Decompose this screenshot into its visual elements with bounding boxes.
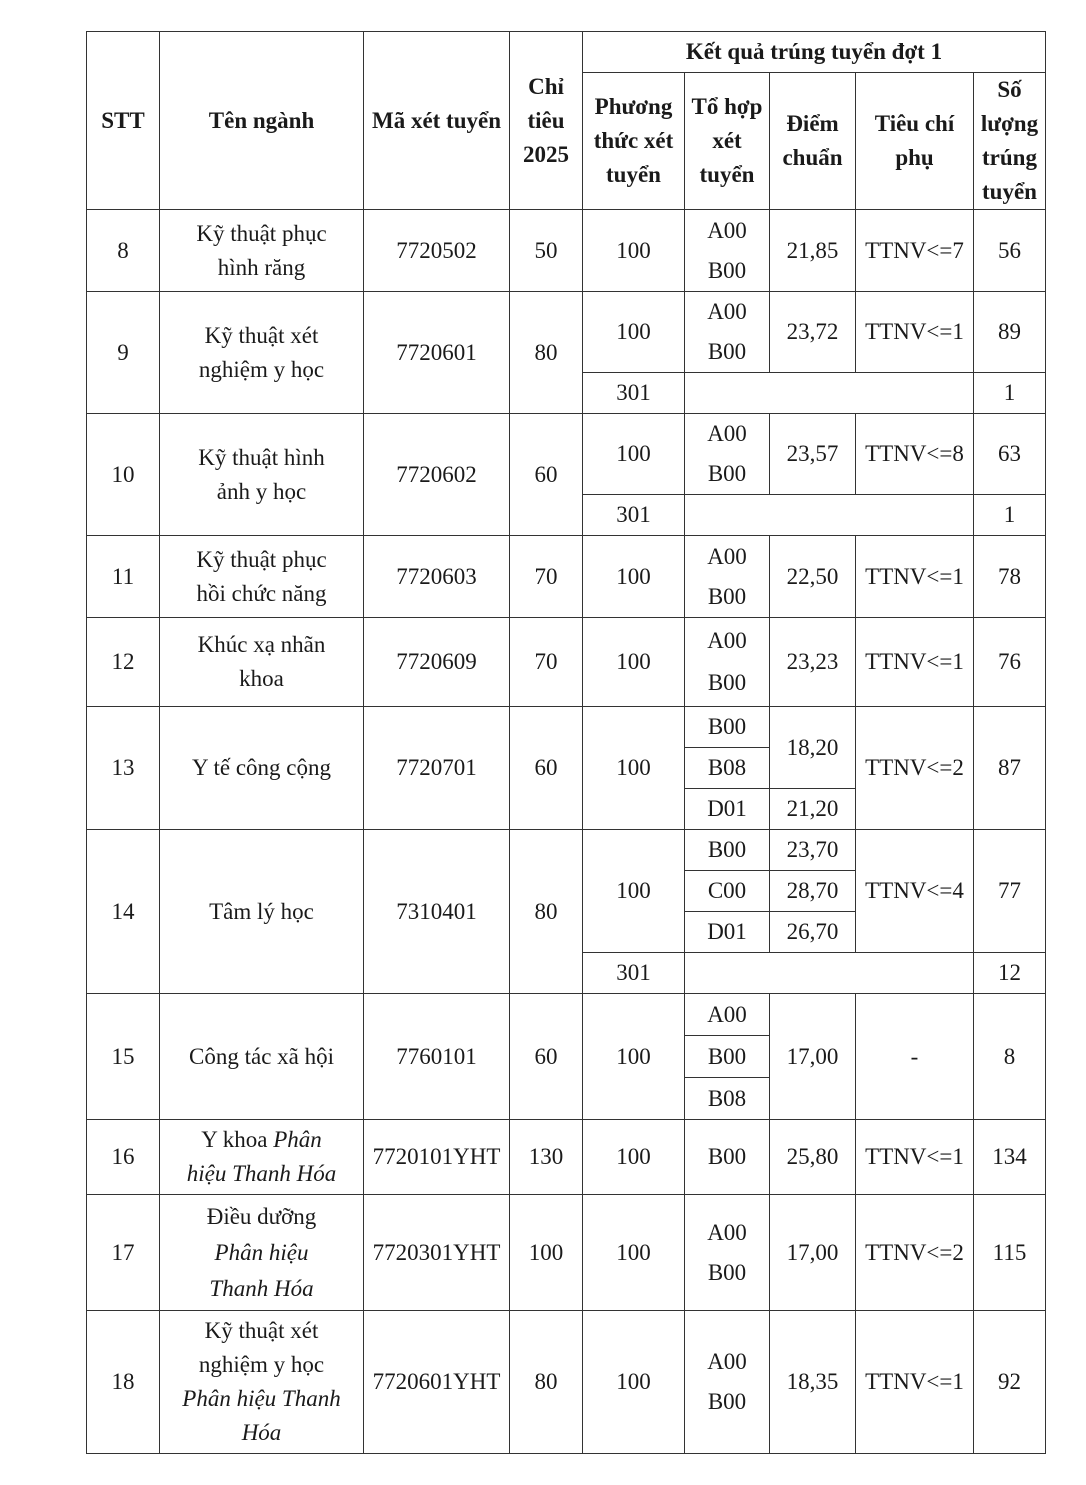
cell-nganh: Điều dưỡng Phân hiệu Thanh Hóa	[160, 1195, 364, 1311]
cell-diem: 18,35	[770, 1311, 856, 1454]
header-diem: Điểm chuẩn	[770, 73, 856, 210]
table-row	[87, 292, 1046, 373]
cell-stt: 16	[87, 1120, 160, 1195]
cell-diem: 23,57	[770, 414, 856, 495]
table-row	[87, 1195, 1046, 1311]
cell-tohop: B00	[685, 1120, 770, 1195]
cell-tohop: B00	[685, 707, 770, 748]
cell-tieuchi: TTNV<=1	[856, 618, 974, 707]
cell-tohop: D01	[685, 789, 770, 830]
table-row	[87, 1311, 1046, 1454]
cell-tohop: B08	[685, 1078, 770, 1120]
cell-diem: 28,70	[770, 871, 856, 912]
cell-tohop: A00 B00	[685, 414, 770, 495]
cell-tieuchi: -	[856, 994, 974, 1120]
header-row	[87, 32, 1046, 73]
cell-soluong: 56	[974, 210, 1046, 292]
cell-phuongthuc: 100	[583, 830, 685, 953]
cell-phuongthuc: 301	[583, 495, 685, 536]
table-row	[87, 707, 1046, 748]
cell-empty	[685, 373, 974, 414]
cell-tohop: A00 B00	[685, 536, 770, 618]
cell-stt: 18	[87, 1311, 160, 1454]
cell-soluong: 134	[974, 1120, 1046, 1195]
cell-chitieu: 80	[510, 830, 583, 994]
table-row	[87, 536, 1046, 618]
cell-soluong: 63	[974, 414, 1046, 495]
cell-tohop: A00 B00	[685, 210, 770, 292]
cell-soluong: 12	[974, 953, 1046, 994]
header-tieuchi: Tiêu chí phụ	[856, 73, 974, 210]
cell-soluong: 115	[974, 1195, 1046, 1311]
cell-ma: 7720502	[364, 210, 510, 292]
cell-soluong: 87	[974, 707, 1046, 830]
cell-diem: 23,72	[770, 292, 856, 373]
cell-tieuchi: TTNV<=8	[856, 414, 974, 495]
cell-ma: 7720701	[364, 707, 510, 830]
table-row	[87, 830, 1046, 871]
cell-tohop: B08	[685, 748, 770, 789]
cell-empty	[685, 953, 974, 994]
cell-chitieu: 70	[510, 536, 583, 618]
cell-soluong: 77	[974, 830, 1046, 953]
cell-nganh: Y khoa Phân hiệu Thanh Hóa	[160, 1120, 364, 1195]
cell-nganh: Khúc xạ nhãn khoa	[160, 618, 364, 707]
cell-ma: 7720603	[364, 536, 510, 618]
cell-tieuchi: TTNV<=1	[856, 292, 974, 373]
cell-diem: 17,00	[770, 1195, 856, 1311]
cell-chitieu: 60	[510, 707, 583, 830]
cell-diem: 21,20	[770, 789, 856, 830]
cell-soluong: 1	[974, 495, 1046, 536]
cell-phuongthuc: 100	[583, 994, 685, 1120]
cell-soluong: 8	[974, 994, 1046, 1120]
cell-chitieu: 60	[510, 994, 583, 1120]
header-tohop: Tổ hợp xét tuyển	[685, 73, 770, 210]
cell-empty	[685, 495, 974, 536]
cell-ma: 7720602	[364, 414, 510, 536]
cell-nganh: Y tế công cộng	[160, 707, 364, 830]
cell-nganh: Kỹ thuật phục hình răng	[160, 210, 364, 292]
cell-ma: 7310401	[364, 830, 510, 994]
cell-soluong: 92	[974, 1311, 1046, 1454]
cell-stt: 17	[87, 1195, 160, 1311]
cell-stt: 12	[87, 618, 160, 707]
cell-phuongthuc: 301	[583, 373, 685, 414]
cell-tieuchi: TTNV<=1	[856, 536, 974, 618]
cell-stt: 14	[87, 830, 160, 994]
cell-phuongthuc: 301	[583, 953, 685, 994]
cell-phuongthuc: 100	[583, 414, 685, 495]
cell-diem: 22,50	[770, 536, 856, 618]
cell-stt: 8	[87, 210, 160, 292]
cell-tieuchi: TTNV<=2	[856, 707, 974, 830]
cell-tohop: A00 B00	[685, 618, 770, 707]
header-soluong: Số lượng trúng tuyển	[974, 73, 1046, 210]
cell-diem: 17,00	[770, 994, 856, 1120]
cell-phuongthuc: 100	[583, 618, 685, 707]
cell-nganh: Công tác xã hội	[160, 994, 364, 1120]
cell-tohop: A00	[685, 994, 770, 1036]
table-row	[87, 994, 1046, 1036]
cell-phuongthuc: 100	[583, 707, 685, 830]
cell-diem: 21,85	[770, 210, 856, 292]
cell-diem: 26,70	[770, 912, 856, 953]
cell-ma: 7720601	[364, 292, 510, 414]
table-row	[87, 210, 1046, 292]
cell-tieuchi: TTNV<=7	[856, 210, 974, 292]
cell-chitieu: 130	[510, 1120, 583, 1195]
cell-phuongthuc: 100	[583, 1311, 685, 1454]
cell-diem: 25,80	[770, 1120, 856, 1195]
cell-nganh: Tâm lý học	[160, 830, 364, 994]
cell-phuongthuc: 100	[583, 210, 685, 292]
cell-nganh: Kỹ thuật phục hồi chức năng	[160, 536, 364, 618]
cell-ma: 7760101	[364, 994, 510, 1120]
header-ma: Mã xét tuyển	[364, 32, 510, 210]
cell-tieuchi: TTNV<=1	[856, 1120, 974, 1195]
cell-soluong: 76	[974, 618, 1046, 707]
cell-chitieu: 80	[510, 292, 583, 414]
cell-tohop: B00	[685, 830, 770, 871]
cell-ma: 7720609	[364, 618, 510, 707]
cell-ma: 7720101YHT	[364, 1120, 510, 1195]
cell-ma: 7720301YHT	[364, 1195, 510, 1311]
cell-nganh: Kỹ thuật hình ảnh y học	[160, 414, 364, 536]
cell-tieuchi: TTNV<=1	[856, 1311, 974, 1454]
cell-chitieu: 60	[510, 414, 583, 536]
cell-stt: 11	[87, 536, 160, 618]
header-chitieu: Chỉ tiêu 2025	[510, 32, 583, 210]
cell-tohop: D01	[685, 912, 770, 953]
cell-soluong: 89	[974, 292, 1046, 373]
cell-chitieu: 70	[510, 618, 583, 707]
cell-tohop: A00 B00	[685, 1195, 770, 1311]
cell-nganh: Kỹ thuật xét nghiệm y học	[160, 292, 364, 414]
header-nganh: Tên ngành	[160, 32, 364, 210]
cell-diem: 23,23	[770, 618, 856, 707]
cell-stt: 13	[87, 707, 160, 830]
cell-chitieu: 50	[510, 210, 583, 292]
cell-soluong: 78	[974, 536, 1046, 618]
cell-nganh: Kỹ thuật xét nghiệm y học Phân hiệu Thanh Hóa	[160, 1311, 364, 1454]
cell-chitieu: 80	[510, 1311, 583, 1454]
header-stt: STT	[87, 32, 160, 210]
table-row	[87, 618, 1046, 707]
cell-stt: 9	[87, 292, 160, 414]
cell-phuongthuc: 100	[583, 292, 685, 373]
cell-tohop: A00 B00	[685, 292, 770, 373]
header-phuongthuc: Phương thức xét tuyển	[583, 73, 685, 210]
cell-ma: 7720601YHT	[364, 1311, 510, 1454]
cell-phuongthuc: 100	[583, 536, 685, 618]
cell-stt: 10	[87, 414, 160, 536]
table-row	[87, 414, 1046, 495]
cell-tieuchi: TTNV<=2	[856, 1195, 974, 1311]
cell-phuongthuc: 100	[583, 1195, 685, 1311]
cell-soluong: 1	[974, 373, 1046, 414]
cell-diem: 23,70	[770, 830, 856, 871]
cell-stt: 15	[87, 994, 160, 1120]
cell-phuongthuc: 100	[583, 1120, 685, 1195]
table-row	[87, 1120, 1046, 1195]
admission-results-table	[86, 31, 1046, 1454]
cell-diem: 18,20	[770, 707, 856, 789]
cell-chitieu: 100	[510, 1195, 583, 1311]
cell-tohop: A00 B00	[685, 1311, 770, 1454]
header-group: Kết quả trúng tuyển đợt 1	[583, 32, 1046, 73]
cell-tohop: B00	[685, 1036, 770, 1078]
cell-tohop: C00	[685, 871, 770, 912]
cell-tieuchi: TTNV<=4	[856, 830, 974, 953]
